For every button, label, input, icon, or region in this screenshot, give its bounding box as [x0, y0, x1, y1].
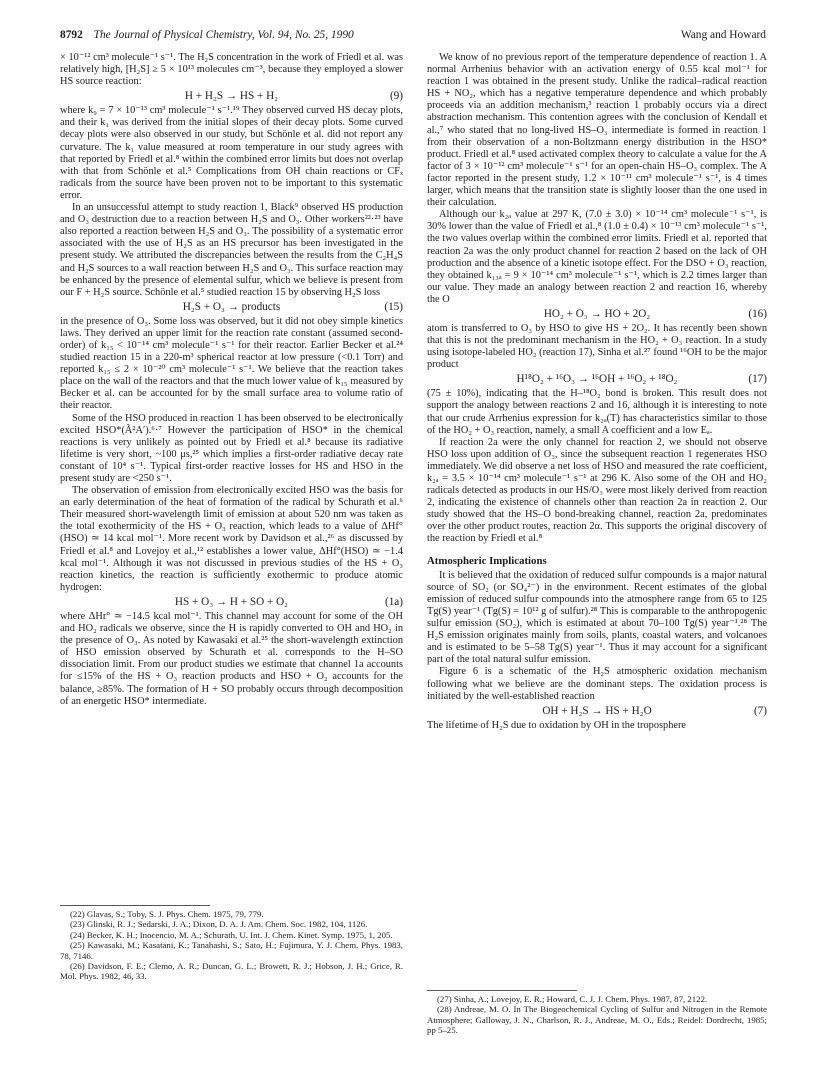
equation-number: (7) — [753, 704, 767, 717]
equation-number: (1a) — [384, 595, 403, 608]
left-column — [60, 52, 403, 708]
equation-number: (17) — [748, 373, 767, 386]
equation-7 — [427, 704, 767, 719]
footnote-rule — [60, 905, 210, 906]
footnote-rule — [427, 990, 577, 991]
equation-number: (16) — [748, 307, 767, 320]
equation-text: OH + H₂S → HS + H₂O — [542, 704, 652, 717]
paragraph: where k₉ = 7 × 10⁻¹³ cm³ molecule⁻¹ s⁻¹.¹⁹ They observed curved HS decay plots, and their k₁ was derived from the initial slopes of their decay plots. Some curved decay plots were also observed in our study, but Schönle et al. did not report any curvature. The k₁ value measured at room temperature in our study agrees with that reported by Friedl et al.⁸ within the combined error limits but does not overlap with that from Schönle et al.⁵ Complications from OH chain reactions or CFₓ radicals from the source have been proven not to be important to this systematic error. — [60, 105, 403, 201]
equation-17 — [427, 372, 767, 387]
section-heading: Atmospheric Implications — [427, 554, 547, 567]
equation-16 — [427, 307, 767, 322]
equation-number: (9) — [389, 90, 403, 103]
paragraph: The lifetime of H₂S due to oxidation by OH in the troposphere — [427, 719, 686, 731]
paragraph: where ΔHr° ≃ −14.5 kcal mol⁻¹. This channel may account for some of the OH and HO₂ radicals we observe, since the H is rapidly converted to OH and HO₂ in the presence of O₃. As noted by Kawasaki et al.²⁵ the short-wavelength extinction of HSO emission observed by Schurath et al. corresponds to the H–SO dissociation limit. From our product studies we estimate that channel 1a accounts for ≤15% of the HS + O₃ reaction products and HSO + O₂ accounts for the balance, ≥85%. The formation of H + SO probably occurs through decomposition of an energetic HSO* intermediate. — [60, 610, 403, 707]
equation-1a — [60, 595, 403, 610]
reference-list-right — [427, 994, 767, 1036]
paragraph: × 10⁻¹² cm³ molecule⁻¹ s⁻¹. The H₂S concentration in the work of Friedl et al. was relatively high, [H₂S] ≥ 5 × 10¹³ molecules cm⁻³, because they employed a slower HS source reaction: — [60, 52, 403, 88]
paragraph: If reaction 2a were the only channel for reaction 2, we should not observe HSO loss upon addition of O₃, since the subsequent reaction 1 regenerates HSO immediately. We did observe a net loss of HSO and measured the rate coefficient, k₂ₐ = 3.5 × 10⁻¹⁴ cm³ molecule⁻¹ s⁻¹ at 296 K. Also some of the OH and HO₂ radicals detected as products in our HS/O₃ were most likely derived from reaction 2, indicating the existence of channels other than reaction 2a in reaction 2. Our study showed that the HS–O bond-breaking channel, reaction 2a, predominates over the other product routes, reaction 2α. This supports the original discovery of the reaction by Friedl et al.⁸ — [427, 436, 767, 545]
equation-text: HS + O₃ → H + SO + O₂ — [174, 595, 289, 608]
reference-entry: (25) Kawasaki, M.; Kasatani, K.; Tanahashi, S.; Sato, H.; Fujimura, Y. J. Chem. Phys. 1983, 78, 7146. — [60, 940, 403, 961]
paragraph: We know of no previous report of the temperature dependence of reaction 1. A normal Arrhenius behavior with an activation energy of 0.55 kcal mol⁻¹ for reaction 1 was obtained in the present study. Unlike the radical–radical reaction HS + NO₂, which has a negative temperature dependence and which probably proceeds via an addition mechanism,³ reaction 1 probably occurs via a direct abstraction mechanism. This contention agrees with the conclusion of Kendall et al.,⁷ who stated that no long-lived HS–O₃ intermediate is formed in reaction 1 from their observation of a non-Boltzmann energy distribution in the HSO* product. Friedl et al.⁸ used activated complex theory to calculate a value for the A factor of 3 × 10⁻¹² cm³ molecule⁻¹ s⁻¹ for an open-chain HS–O₃ complex. The A factor reported in the present study, 1.2 × 10⁻¹¹ cm³ molecule⁻¹ s⁻¹, is 4 times larger, which means that the transition state is slightly looser than the one used in their calculation. — [427, 52, 767, 209]
running-authors: Wang and Howard — [680, 29, 766, 41]
paragraph: (75 ± 10%), indicating that the H–¹⁸O₂ bond is broken. This result does not support the analogy between reactions 2 and 16, although it is interesting to note that our crude Arrhenius expression for k₂ₐ(T) has characteristics similar to those of the HO₂ + O₃ reaction, namely, a small A coefficient and a low Eₐ. — [427, 388, 767, 436]
reference-entry: (24) Becker, K. H.; Inocencio, M. A.; Schurath, U. Int. J. Chem. Kinet. Symp. 1975, 1, 205. — [70, 929, 393, 940]
reference-entry: (22) Glavas, S.; Toby, S. J. Phys. Chem. 1975, 79, 779. — [70, 909, 264, 919]
journal-citation: The Journal of Physical Chemistry, Vol. 94, No. 25, 1990 — [93, 29, 354, 41]
paragraph: Some of the HSO produced in reaction 1 has been observed to be electronically excited HSO*(Ã²A′).⁶·⁷ However the participation of HSO* in the chemical reactions is very unlikely as pointed out by Friedl et al.⁸ because its radiative lifetime is very short, ~100 μs,²⁵ which implies a first-order radiative decay rate constant of 10⁴ s⁻¹. Typical first-order reactive losses for HS and HSO in the present study are <250 s⁻¹. — [60, 412, 403, 484]
paragraph: The observation of emission from electronically excited HSO was the basis for an early determination of the heat of formation of the radical by Schurath et al.⁶ Their measured short-wavelength limit of emission at about 520 nm was taken as the total exothermicity of the HS + O₃ reaction, which leads to a value of ΔHf°(HSO) ≃ 14 kcal mol⁻¹. More recent work by Davidson et al.,²⁶ as discussed by Friedl et al.⁸ and Lovejoy et al.,¹² establishes a lower value, ΔHf°(HSO) ≃ −1.4 kcal mol⁻¹. Although it was not discussed in previous studies of the HS + O₃ reaction kinetics, the reaction is sufficiently exothermic to produce atomic hydrogen: — [60, 485, 403, 593]
page-number: 8792 — [60, 29, 83, 41]
paragraph: Figure 6 is a schematic of the H₂S atmospheric oxidation mechanism following what we believe are the dominant steps. The oxidation process is initiated by the well-established reaction — [427, 666, 767, 702]
reference-entry: (28) Andreae, M. O. In The Biogeochemical Cycling of Sulfur and Nitrogen in the Remote Atmosphere; Galloway, J. N., Charlson, R. J., Andreae, M. O., Eds.; Reidel: Dordrecht, 1985; pp 5–25. — [427, 1004, 767, 1036]
paragraph: atom is transferred to O₃ by HSO to give HS + 2O₂. It has recently been shown that this is not the predominant mechanism in the HO₂ + O₃ reaction. In a study using isotope-labeled HO₂ (reaction 17), Sinha et al.²⁷ found ¹⁶OH to be the major product — [427, 322, 767, 371]
reference-list-left — [60, 909, 403, 982]
right-column — [427, 52, 767, 732]
reference-entry: (23) Glinski, R. J.; Sedarski, J. A.; Dixon, D. A. J. Am. Chem. Soc. 1982, 104, 1126. — [70, 919, 368, 930]
paragraph: In an unsuccessful attempt to study reaction 1, Black⁹ observed HS production and O₃ destruction due to a reaction between H₂S and O₃. Other workers²²·²³ have also reported a reaction between H₂S and O₃. The possibility of a systematic error associated with the use of H₂S as an HS precursor has been investigated in the present study. We attributed the discrepancies between the results from the C₂H₄S and H₂S sources to a wall reaction between H₂S and O₃. This surface reaction may be enhanced by the presence of elemental sulfur, which we believe is present from our F + H₂S source. Schönle et al.⁵ studied reaction 15 by observing H₂S loss — [60, 202, 403, 298]
reference-entry: (27) Sinha, A.; Lovejoy, E. R.; Howard, C. J. J. Chem. Phys. 1987, 87, 2122. — [437, 994, 708, 1004]
equation-text: H₂S + O₃ → products — [182, 300, 281, 313]
equation-text: HO₂ + O₃ → HO + 2O₂ — [543, 307, 651, 320]
equation-number: (15) — [384, 300, 403, 313]
running-header — [60, 29, 766, 45]
reference-entry: (26) Davidson, F. E.; Clemo, A. R.; Duncan, G. L.; Browett, R. J.; Hobson, J. H.; Grice, R. Mol. Phys. 1982, 46, 33. — [60, 961, 403, 982]
equation-text: H + H₂S → HS + H₂ — [184, 90, 279, 103]
paragraph: Although our k₂ₐ value at 297 K, (7.0 ± 3.0) × 10⁻¹⁴ cm³ molecule⁻¹ s⁻¹, is 30% lower than the value of Friedl et al.,⁸ (1.0 ± 0.4) × 10⁻¹³ cm³ molecule⁻¹ s⁻¹, the two values overlap within the combined error limits. Friedl et al. reported that reaction 2a was the only product channel for reaction 2 based on the lack of OH production and the absence of a kinetic isotope effect. For the DSO + O₃ reaction, they obtained k₁₃ₐ = 9 × 10⁻¹⁴ cm³ molecule⁻¹ s⁻¹, which is 2.2 times larger than our value. They made an analogy between reaction 2 and reaction 16, whereby the O — [427, 209, 767, 305]
equation-text: H¹⁸O₂ + ¹⁶O₃ → ¹⁶OH + ¹⁶O₂ + ¹⁸O₂ — [516, 373, 678, 386]
paragraph: in the presence of O₃. Some loss was observed, but it did not obey simple kinetics laws. They derived an upper limit for the reaction rate constant (assumed second-order) of k₁₅ < 10⁻¹⁴ cm³ molecule⁻¹ s⁻¹ for their reactor. Earlier Becker et al.²⁴ studied reaction 15 in a 220-m³ spherical reactor at low pressure (<0.1 Torr) and reported k₁₅ ≤ 2 × 10⁻²⁰ cm³ molecule⁻¹ s⁻¹. We believe that the reaction takes place on the wall of the reactors and that the much lower value of k₁₅ measured by Becker et al. can be accounted for by the small surface area to volume ratio of their reactor. — [60, 315, 403, 412]
equation-15 — [60, 300, 403, 315]
equation-9 — [60, 89, 403, 104]
paragraph: It is believed that the oxidation of reduced sulfur compounds is a major natural source of SO₂ (or SO₄²⁻) in the environment. Recent estimates of the global emission of reduced sulfur compounds into the atmosphere range from 65 to 125 Tg(S) year⁻¹ (Tg(S) = 10¹² g of sulfur).²⁸ This is comparable to the anthropogenic sulfur emission (SO₂), which is estimated at about 70–100 Tg(S) year⁻¹.²⁸ The H₂S emission originates mainly from soils, plants, coastal waters, and volcanoes and is estimated to be 5–58 Tg(S) year⁻¹. Thus it may account for a significant part of the total natural sulfur emission. — [427, 569, 767, 666]
